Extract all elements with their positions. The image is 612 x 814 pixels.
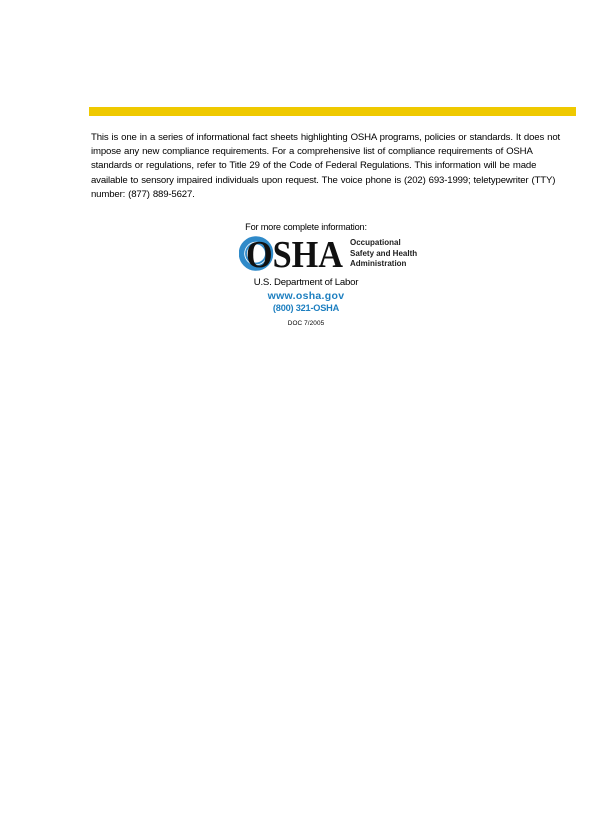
document-code: DOC 7/2005 (287, 320, 325, 327)
yellow-header-rule (89, 107, 576, 116)
osha-logo (239, 236, 439, 272)
logo-wordmark: OSHA (246, 236, 344, 272)
logo-line-safety-health: Safety and Health (350, 248, 418, 258)
more-info-label: For more complete information: (245, 222, 367, 232)
logo-line-administration: Administration (350, 259, 407, 268)
website-link[interactable]: www.osha.gov (267, 290, 345, 302)
fact-sheet-disclaimer: This is one in a series of informational fact sheets highlighting OSHA programs, policies or standards. It does not impose any new compliance requirements. For a comprehensive list of compliance requirements of OSHA standards or regulations, refer to Title 29 of the Code of Federal Regulations. This information will be made available to sensory impaired individuals upon request. The voice phone is (202) 693-1999; teletypewriter (TTY) number: (877) 889-5627. (91, 132, 561, 200)
department-name: U.S. Department of Labor (253, 277, 359, 288)
osha-logo-mark (239, 236, 345, 272)
phone-number: (800) 321-OSHA (272, 303, 340, 313)
logo-line-occupational: Occupational (350, 238, 401, 247)
logo-agency-name (350, 238, 417, 270)
